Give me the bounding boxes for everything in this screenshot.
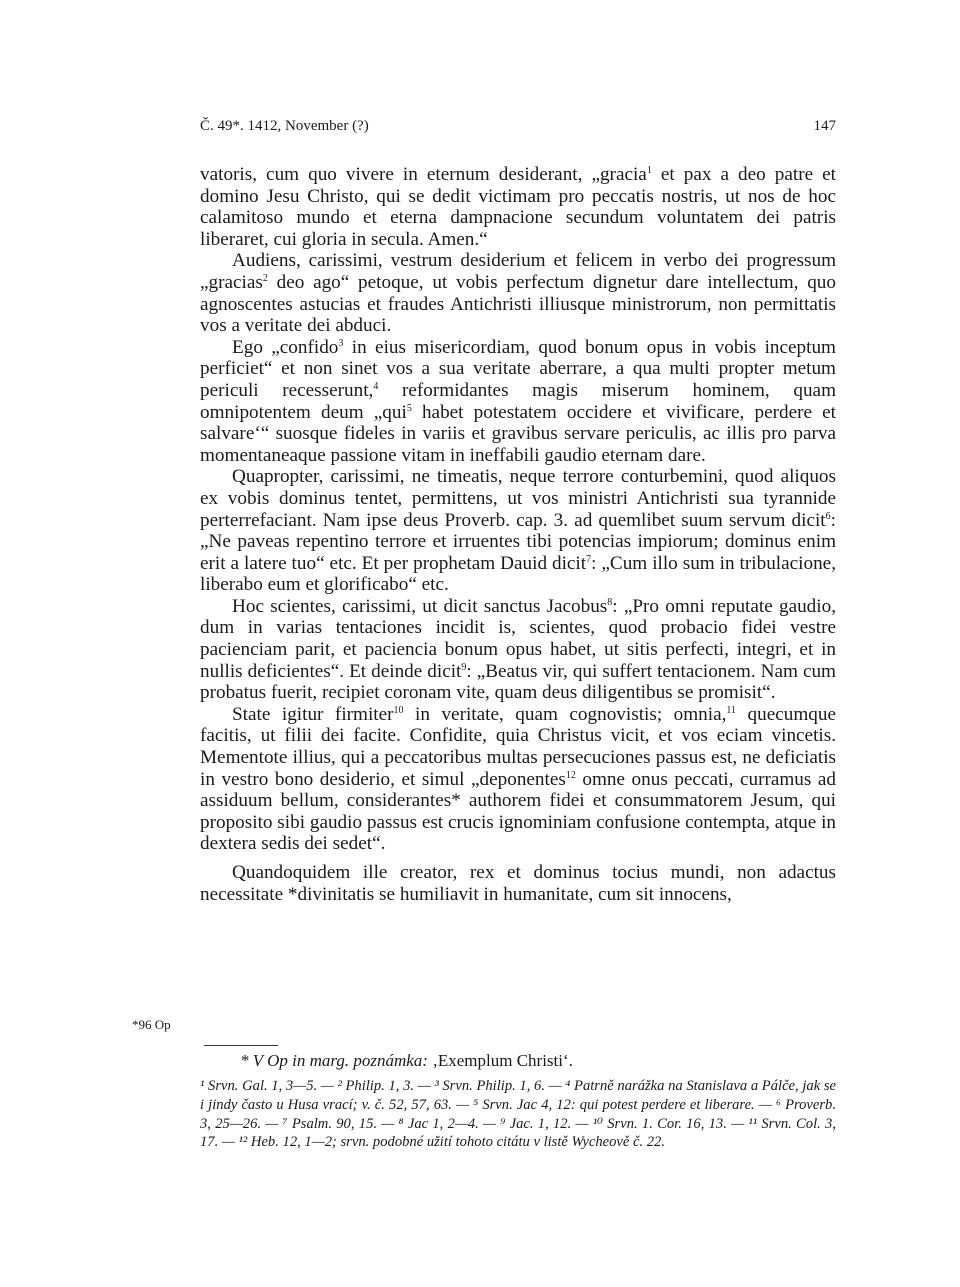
footnote-marker: 11: [726, 704, 737, 716]
paragraph-text: : „Cum illo sum in tribulacione, liberabo eum et glorificabo“ etc.: [200, 552, 836, 596]
paragraph-text: habet potestatem occidere et vivificare, perdere et salvare‘“ suosque fideles in variis et gravibus servare periculis, ac illis pro parva momentaneaque passione vitam in ineffabili gaudio eternam dare.: [200, 401, 836, 466]
footnote-marker: 12: [565, 769, 576, 781]
paragraph-text: State igitur firmiter: [232, 703, 394, 725]
paragraph-text: reformidantes magis miserum hominem, quam omnipotentem deum „qui: [200, 379, 836, 423]
paragraph-text: in eius misericordiam, quod bonum opus in vobis inceptum perficiet“ et non sinet vos a sua veritate aberrare, a qua multi propter metum periculi recesserunt,: [200, 336, 836, 401]
paragraph-text: quecumque facitis, ut filii dei facite. Confidite, quia Christus vicit, et vos eciam vincetis. Mementote illius, qui a peccatoribus multas persecuciones passus est, ne deficiatis in vestro bono desiderio, et simul „deponentes: [200, 703, 837, 790]
footnotes: ¹ Srvn. Gal. 1, 3—5. — ² Philip. 1, 3. — ³ Srvn. Philip. 1, 6. — ⁴ Patrně narážka na Stanislava a Pálče, jak se i jindy často u Husa vrací; v. č. 52, 57, 63. — ⁵ Srvn. Jac 4, 12: qui potest perdere et liberare. — ⁶ Proverb. 3, 25—26. — ⁷ Psalm. 90, 15. — ⁸ Jac 1, 2—4. — ⁹ Jac. 1, 12. — ¹⁰ Srvn. 1. Cor. 16, 13. — ¹¹ Srvn. Col. 3, 17. — ¹² Heb. 12, 1—2; srvn. podobné užití tohoto citátu v listě Wycheově č. 22.: [200, 1078, 836, 1151]
footnote-marker: 8: [607, 596, 613, 608]
paragraph: [200, 704, 836, 855]
paragraph: [200, 250, 836, 336]
paragraph-text: omne onus peccati, curramus ad assiduum bellum, considerantes* authorem fidei et consummatorem Jesum, qui proposito sibi gaudio passus est crucis ignominiam confusione contempta, atque in dextera sedis dei sedet“.: [200, 768, 836, 855]
paragraph: [200, 164, 836, 250]
paragraph: [200, 337, 836, 467]
paragraph-text: Ego „confido: [232, 336, 339, 358]
paragraph-text: deo ago“ petoque, ut vobis perfectum dignetur dare intellectum, quo agnoscentes astucias et fraudes Antichristi illiusque ministrorum, non permittatis vos a veritate dei abduci.: [200, 271, 836, 337]
footnote-marker: 4: [373, 380, 379, 392]
footnote-marker: 5: [406, 402, 412, 414]
running-header: [200, 118, 836, 140]
footnote-marker: 2: [262, 272, 268, 284]
paragraph: [200, 862, 836, 905]
header-document-reference: Č. 49*. 1412, November (?): [200, 118, 369, 134]
paragraph-text: Audiens, carissimi, vestrum desiderium et felicem in verbo dei progressum „gracias: [200, 250, 836, 293]
paragraph-text: vatoris, cum quo vivere in eternum desiderant, „gracia: [200, 164, 647, 185]
paragraph-text: Quapropter, carissimi, ne timeatis, neque terrore conturbemini, quod aliquos ex vobis dominus tentet, permittens, ut vos ministri Antichristi sua tyrannide perterrefaciant. Nam ipse deus Proverb. cap. 3. ad quemlibet suum servum dicit: [200, 466, 836, 531]
footnote-separator: [204, 1045, 278, 1046]
footnote-marker: 3: [338, 337, 344, 349]
paragraph-text: : „Ne paveas repentino terrore et irruentes tibi potencias impiorum; dominus enim erit a latere tuo“ etc. Et per prophetam Dauid dicit: [200, 509, 836, 574]
paragraph: [200, 466, 836, 596]
paragraph-text: : „Beatus vir, qui suffert tentacionem. Nam cum probatus fuerit, recipiet coronam vite, quam deus diligentibus se promisit“.: [200, 660, 836, 704]
paragraph: [200, 596, 836, 704]
star-footnote-label: * V Op in marg. poznámka:: [240, 1051, 428, 1070]
margin-note: *96 Op: [132, 1017, 171, 1032]
footnote-marker: 6: [825, 510, 831, 522]
paragraph-text: : „Pro omni reputate gaudio, dum in varias tentaciones incidit is, scientes, quod probacio fidei vestre pacienciam parit, et paciencia bonum opus habet, ut sitis perfecti, integri, et in nullis deficientes“. Et deinde dicit: [200, 595, 836, 682]
footnote-marker: 1: [646, 165, 652, 176]
paragraph-text: in veritate, quam cognovistis; omnia,: [403, 703, 727, 725]
footnote-marker: 10: [393, 704, 404, 716]
star-footnote-text: ‚Exemplum Christi‘.: [427, 1051, 573, 1070]
letter-body-text: [200, 164, 836, 905]
paragraph-text: Quandoquidem ille creator, rex et dominus tocius mundi, non adactus necessitate *divinitatis se humiliavit in humanitate, cum sit innocens,: [200, 862, 836, 905]
footnote-marker: 7: [586, 553, 592, 565]
paragraph-text: Hoc scientes, carissimi, ut dicit sanctus Jacobus: [232, 595, 608, 617]
footnote-marker: 9: [461, 661, 467, 673]
page-number: 147: [813, 118, 836, 134]
paragraph-text: et pax a deo patre et domino Jesu Christo, qui se dedit victimam pro peccatis nostris, ut nos de hoc calamitoso mundo et eterna dampnacione secundum voluntatem dei patris liberaret, cui gloria in secula. Amen.“: [200, 164, 836, 250]
star-footnote: [240, 1051, 573, 1071]
